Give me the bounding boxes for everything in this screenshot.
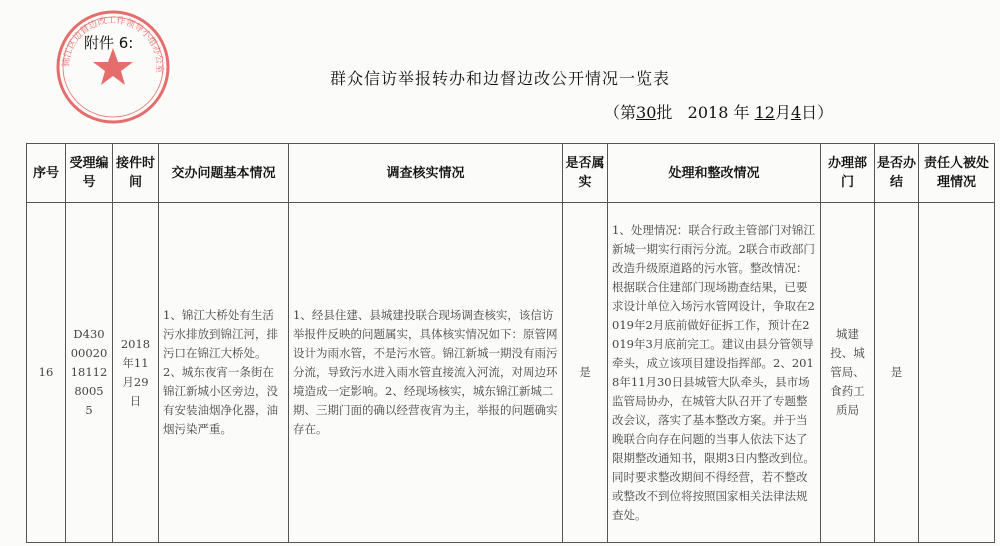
cell-accept-no: D43000020181128005 5 (66, 203, 113, 543)
batch-number: 30 (636, 103, 657, 122)
attachment-label: 附件 6: (84, 34, 134, 52)
cell-no: 16 (27, 203, 66, 543)
cell-verified: 是 (563, 203, 608, 543)
cell-investigation: 1、经县住建、县城建投联合现场调查核实，该信访举报件反映的问题属实，具体核实情况如下：原管网设计为雨水管，不是污水管。锦江新城一期没有雨污分流，导致污水进入雨水管直接流入河流，对周边环境造成一定影响。2、经现场核实，城东锦江新城二期、三期门面的确以经营夜宵为主，举报的问题确实存在。 (289, 203, 563, 543)
batch-year: 2018 (687, 103, 729, 122)
complaints-table (26, 143, 995, 543)
batch-month-word: 月 (774, 103, 791, 122)
cell-responsible (919, 203, 995, 543)
cell-receive-time: 2018年11月29日 (113, 203, 159, 543)
batch-info (604, 100, 833, 123)
header-accept-no: 受理编号 (66, 144, 113, 203)
batch-close: 日） (801, 103, 834, 122)
batch-month: 12 (754, 103, 775, 122)
batch-word: 批 (656, 103, 673, 122)
header-closed: 是否办结 (875, 144, 919, 203)
cell-dept: 城建投、城管局、食药工质局 (821, 203, 875, 543)
cell-issue: 1、锦江大桥处有生活污水排放到锦江河，排污口在锦江大桥处。2、城东夜宵一条街在锦江新城小区旁边，没有安装油烟净化器，油烟污染严重。 (159, 203, 289, 543)
cell-closed: 是 (875, 203, 919, 543)
header-issue: 交办问题基本情况 (159, 144, 289, 203)
page-title: 群众信访举报转办和边督边改公开情况一览表 (329, 69, 670, 88)
header-responsible: 责任人被处理情况 (919, 144, 995, 203)
table-header-row (27, 144, 995, 203)
header-no: 序号 (27, 144, 66, 203)
header-investigation: 调查核实情况 (289, 144, 563, 203)
cell-handling: 1、处理情况：联合行政主管部门对锦江新城一期实行雨污分流。2联合市政部门改造升级原道路的污水管。整改情况：根据联合住建部门现场勘查结果，已要求设计单位入场污水管网设计，争取在2019年2月底前做好征拆工作，预计在2019年3月底前完工。建议由县分管领导牵头，成立该项目建设指挥部。2、2018年11月30日县城管大队牵头，县市场监管局协办，在城管大队召开了专题整改会议，落实了基本整改方案。并于当晚联合向存在问题的当事人依法下达了限期整改通知书，限期3日内整改到位。同时要求整改期间不得经营，若不整改或整改不到位将按照国家相关法律法规查处。 (608, 203, 821, 543)
seal-text: 锦江区边督边改工作领导小组办公室 (61, 15, 165, 74)
header-handling: 处理和整改情况 (608, 144, 821, 203)
batch-open: （第 (604, 103, 637, 122)
batch-year-word: 年 (733, 103, 750, 122)
batch-day: 4 (790, 103, 802, 122)
header-verified: 是否属实 (563, 144, 608, 203)
table-row (27, 203, 995, 543)
header-receive-time: 接件时间 (113, 144, 159, 203)
header-dept: 办理部门 (821, 144, 875, 203)
